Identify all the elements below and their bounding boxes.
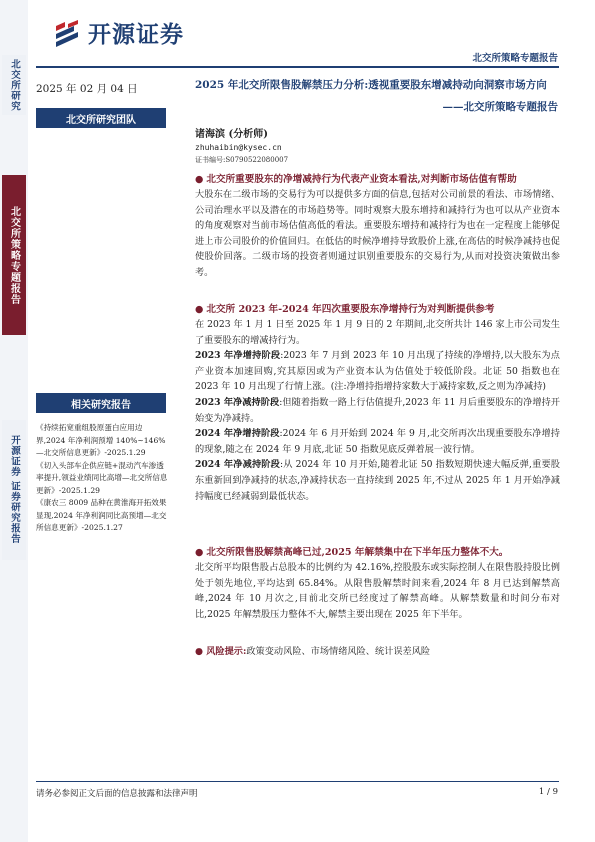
header-report-type: 北交所策略专题报告 (472, 53, 558, 64)
section-heading (195, 302, 560, 317)
risk-text: 政策变动风险、市场情绪风险、统计误差风险 (246, 646, 431, 657)
side-label-top (2, 55, 26, 115)
side-label-mid-text: 北交所策略专题报告 (8, 205, 20, 305)
section-paragraph (195, 560, 560, 622)
risk-paragraph (195, 644, 560, 660)
paragraph-lead: 2023 年净增持阶段 (195, 350, 281, 362)
bullet-icon: ● (195, 174, 204, 185)
risk-section (195, 644, 560, 660)
side-label-mid (2, 175, 26, 335)
section-paragraph (195, 395, 560, 426)
side-label-bottom-text: 开源证券 证券研究报告 (9, 435, 20, 545)
section-heading (195, 545, 560, 560)
side-label-top-text: 北交所研究 (9, 58, 20, 112)
section-heading-text: 北交所重要股东的净增减持行为代表产业资本看法,对判断市场估值有帮助 (206, 174, 517, 185)
section-paragraph (195, 187, 560, 281)
bullet-icon: ● (195, 547, 204, 558)
paragraph-lead: 2024 年净减持阶段 (195, 459, 280, 471)
section-paragraph (195, 348, 560, 395)
footer-disclaimer[interactable]: 请务必参阅正文后面的信息披露和法律声明 (36, 789, 198, 799)
side-label-bottom (2, 420, 26, 560)
logo-text: 开源证券 (88, 22, 184, 48)
paragraph-lead: 2024 年净增持阶段 (195, 428, 280, 440)
paragraph-text: 北交所平均限售股占总股本的比例约为 42.16%,控股股东或实际控制人在限售股持股比例处于领先地位,平均达到 65.84%。从限售股解禁时间来看,2024 年 8 月已达到解禁高峰,2024 年 10 月次之,目前北交所已经度过了解禁高峰。从解禁数量和时间分布对比,2025 年解禁股压力整体不大,解禁主要出现在 2025 年下半年。 (195, 562, 560, 620)
paragraph-text: :从 2024 年 10 月开始,随着北证 50 指数短期快速大幅反弹,重要股东重新回到净减持的状态,净减持状态一直持续到 2025 年,不过从 2025 年 1 月开始净减持幅度已经减弱到最低状态。 (195, 459, 560, 502)
related-reports-label: 相关研究报告 (36, 393, 166, 413)
page-number: 1 / 9 (538, 787, 558, 797)
header-divider (36, 66, 559, 68)
section-1 (195, 172, 560, 281)
risk-label: 风险提示: (206, 646, 247, 657)
paragraph-text: 大股东在二级市场的交易行为可以提供多方面的信息,包括对公司前景的看法、市场情绪、公司治理水平以及潜在的市场趋势等。同时观察大股东增持和减持行为也可以从产业资本的角度观察对当前市场估值高低的看法。重要股东增持和减持行为也在一定程度上能够促进上市公司股价的价值回归。在低估的时候净增持导致股价上涨,在高估的时候净减持也促使股价回落。二级市场的投资者则通过识别重要股东的交易行为,从而对投资决策做出参考。 (195, 189, 560, 278)
bullet-icon: ● (195, 304, 204, 315)
paragraph-text: 在 2023 年 1 月 1 日至 2025 年 1 月 9 日的 2 年期间,北交所共计 146 家上市公司发生了重要股东的增减持行为。 (195, 319, 560, 346)
page-subtitle: ——北交所策略专题报告 (442, 101, 558, 113)
section-heading (195, 172, 560, 187)
bullet-icon: ● (195, 646, 207, 657)
paragraph-text: :2023 年 7 月到 2023 年 10 月出现了持续的净增持,以大股东为点产业资本加速回购,究其原因或为产业资本认为估值处于较低阶段。北证 50 指数也在 2023 年 10 月出现了行情上涨。(注:净增持指增持家数大于减持家数,反之则为净减持) (195, 350, 560, 393)
page-title: 2025 年北交所限售股解禁压力分析:透视重要股东增减持动向洞察市场方向 (195, 79, 547, 91)
section-heading-text: 北交所 2023 年-2024 年四次重要股东净增持行为对判断提供参考 (206, 304, 495, 315)
related-report-link[interactable]: 《康农三 8009 品种在黄淮海开拓效果显现,2024 年净利润同比高预增—北交所信息更新》-2025.1.27 (36, 498, 167, 532)
paragraph-lead: 2023 年净减持阶段 (195, 396, 280, 408)
section-paragraph (195, 317, 560, 348)
team-label: 北交所研究团队 (36, 108, 166, 128)
section-paragraph (195, 457, 560, 504)
section-2 (195, 302, 560, 504)
author-cert: 证书编号:S0790522080007 (195, 156, 289, 164)
related-reports-list (36, 422, 168, 535)
paragraph-text: :但随着指数一路上行估值提升,2023 年 11 月后重要股东的净增持开始变为净减持。 (195, 396, 560, 424)
brand-logo (52, 16, 184, 49)
report-date: 2025 年 02 月 04 日 (36, 83, 138, 95)
section-3 (195, 545, 560, 622)
author-email[interactable]: zhuhaibin@kysec.cn (195, 143, 282, 152)
section-paragraph (195, 426, 560, 457)
author-name: 诸海滨 (分析师) (195, 129, 268, 140)
related-report-link[interactable]: 《持续拓宽重组股原蛋白应用边界,2024 年净利润预增 140%~146%—北交所信息更新》-2025.1.29 (36, 423, 166, 457)
side-strip (0, 0, 28, 842)
related-report-link[interactable]: 《切入头部车企供应链+混动汽车渗透率提升,领益业绩同比高增—北交所信息更新》-2025.1.29 (36, 460, 168, 495)
paragraph-text: :2024 年 6 月开始到 2024 年 9 月,北交所再次出现重要股东净增持的现象,随之在 2024 年 9 月底,北证 50 指数见底反弹着展一波行情。 (195, 428, 560, 455)
section-heading-text: 北交所限售股解禁高峰已过,2025 年解禁集中在下半年压力整体不大。 (206, 547, 509, 558)
logo-mark-icon (52, 18, 82, 48)
footer-divider (36, 781, 559, 782)
